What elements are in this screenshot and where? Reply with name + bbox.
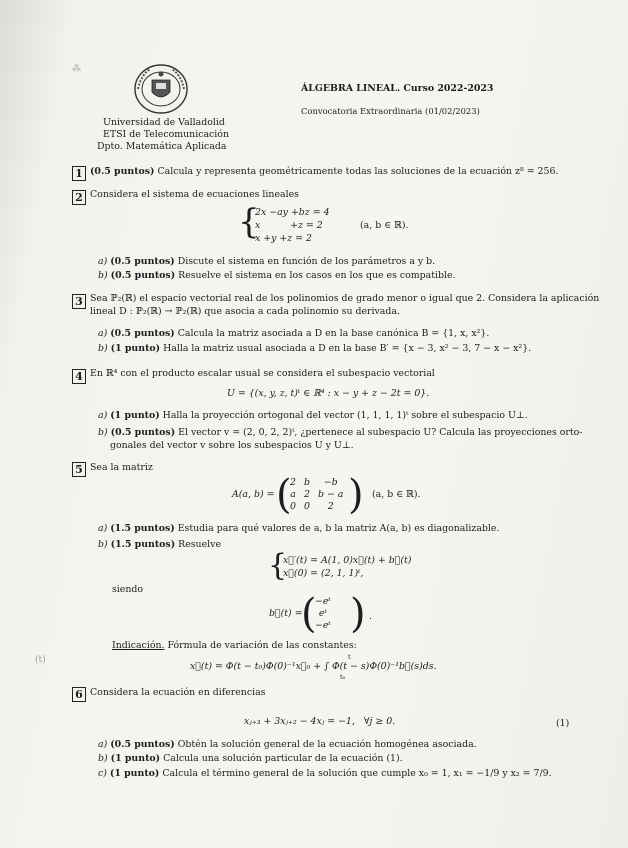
school-name: ETSI de Telecomunicación: [103, 129, 229, 140]
q4-intro: En ℝ⁴ con el producto escalar usual se considera el subespacio vectorial: [90, 368, 435, 379]
question-number-1: 1: [72, 166, 86, 181]
q4-subspace: U = {(x, y, z, t)ᵗ ∈ ℝ⁴ : x − y + z − 2t = 0}.: [227, 388, 430, 399]
question-number-3: 3: [72, 294, 86, 309]
course-title: ÁLGEBRA LINEAL. Curso 2022-2023: [301, 83, 494, 94]
q5-int-lower: t₀: [340, 673, 346, 681]
question-number-4: 4: [72, 369, 86, 384]
q3-part-b: b) (1 punto) Halla la matriz usual asociada a D en la base B′ = {x − 3, x² − 3, 7 − x − x²}.: [98, 343, 532, 354]
q2-condition: (a, b ∈ ℝ).: [360, 220, 409, 231]
q5-bvec-rparen: ): [350, 591, 366, 637]
q5-matrix-lhs: A(a, b) =: [232, 489, 275, 500]
q5-system-eq2: x⃗(0) = (2, 1, 1)ᵗ,: [283, 568, 364, 579]
q4-part-b-cont: gonales del vector v sobre los subespacios U y U⊥.: [110, 440, 354, 451]
q5-condition: (a, b ∈ ℝ).: [372, 489, 421, 500]
q6-equation-tag: (1): [556, 718, 570, 729]
q5-matrix-rparen: ): [348, 472, 364, 518]
q6-intro: Considera la ecuación en diferencias: [90, 687, 266, 698]
q2-eq3: x +y +z = 2: [255, 233, 312, 244]
q5-int-upper: t: [348, 653, 351, 661]
q5-bvec: −eᵗ eᵗ −eᵗ: [315, 596, 331, 631]
q1-points: (0.5 puntos): [90, 166, 155, 177]
q1-statement: Calcula y representa geométricamente todas las soluciones de la ecuación z⁸ = 256.: [157, 166, 559, 177]
q5-part-b: b) (1.5 puntos) Resuelve: [98, 539, 221, 550]
q5-part-a: a) (1.5 puntos) Estudia para qué valores de a, b la matriz A(a, b) es diagonalizable.: [98, 523, 500, 534]
q6-part-b: b) (1 punto) Calcula una solución particular de la ecuación (1).: [98, 753, 403, 764]
q5-matrix-lparen: (: [276, 472, 292, 518]
q3-part-a: a) (0.5 puntos) Calcula la matriz asociada a D en la base canónica B = {1, x, x²}.: [98, 328, 490, 339]
q5-system-brace: {: [268, 548, 288, 583]
q5-hint: [112, 640, 357, 652]
session-date: Convocatoria Extraordinaria (01/02/2023): [301, 106, 480, 116]
university-seal-icon: [132, 62, 190, 116]
q2-intro: Considera el sistema de ecuaciones lineales: [90, 189, 299, 200]
q1-text: [90, 166, 558, 178]
q3-line2: lineal D : ℙ₂(ℝ) → ℙ₂(ℝ) que asocia a cada polinomio su derivada.: [90, 306, 400, 317]
q5-bvec-lparen: (: [301, 591, 317, 637]
q6-part-a: a) (0.5 puntos) Obtén la solución general de la ecuación homogénea asociada.: [98, 739, 477, 750]
q5-formula: x⃗(t) = Φ(t − t₀)Φ(0)⁻¹x⃗₀ + ∫ Φ(t − s)Φ(0)⁻¹b⃗(s)ds.: [190, 661, 437, 672]
margin-mark-t: (t): [35, 655, 46, 665]
q5-system-eq1: x⃗′(t) = A(1, 0)x⃗(t) + b⃗(t): [283, 555, 412, 566]
q2-part-a: a) (0.5 puntos) Discute el sistema en función de los parámetros a y b.: [98, 256, 436, 267]
q4-part-b: b) (0.5 puntos) El vector v = (2, 0, 2, 2)ᵗ, ¿pertenece al subespacio U? Calcula las proyecciones orto-: [98, 427, 583, 438]
q2-eq2: x +z = 2: [255, 220, 323, 231]
q2-part-b: b) (0.5 puntos) Resuelve el sistema en los casos en los que es compatible.: [98, 270, 456, 281]
q5-bvec-end: .: [369, 611, 372, 622]
q6-part-c: c) (1 punto) Calcula el término general de la solución que cumple x₀ = 1, x₁ = −1/9 y x₂ = 7/9.: [98, 768, 552, 779]
q5-siendo: siendo: [112, 584, 144, 595]
question-number-6: 6: [72, 687, 86, 702]
q6-equation: xⱼ₊₃ + 3xⱼ₊₂ − 4xⱼ = −1, ∀j ≥ 0.: [244, 716, 396, 727]
q3-line1: Sea ℙ₂(ℝ) el espacio vectorial real de los polinomios de grado menor o igual que 2. Considera la aplicación: [90, 293, 600, 304]
department-name: Dpto. Matemática Aplicada: [97, 141, 227, 152]
question-number-5: 5: [72, 462, 86, 477]
q5-matrix: 2 b −b a 2 b − a 0 0 2: [290, 477, 344, 512]
q5-bvec-lhs: b⃗(t) =: [269, 608, 303, 619]
question-number-2: 2: [72, 190, 86, 205]
q4-part-a: a) (1 punto) Halla la proyección ortogonal del vector (1, 1, 1, 1)ᵗ sobre el subespacio U⊥.: [98, 410, 528, 421]
margin-mark: ⁂: [72, 64, 81, 74]
q5-intro: Sea la matriz: [90, 462, 153, 473]
q5-hint-text: Fórmula de variación de las constantes:: [167, 640, 357, 651]
q2-eq1: 2x −ay +bz = 4: [255, 207, 330, 218]
q2-brace: {: [238, 202, 260, 242]
university-name: Universidad de Valladolid: [103, 117, 225, 128]
q5-hint-label: Indicación.: [112, 640, 165, 651]
